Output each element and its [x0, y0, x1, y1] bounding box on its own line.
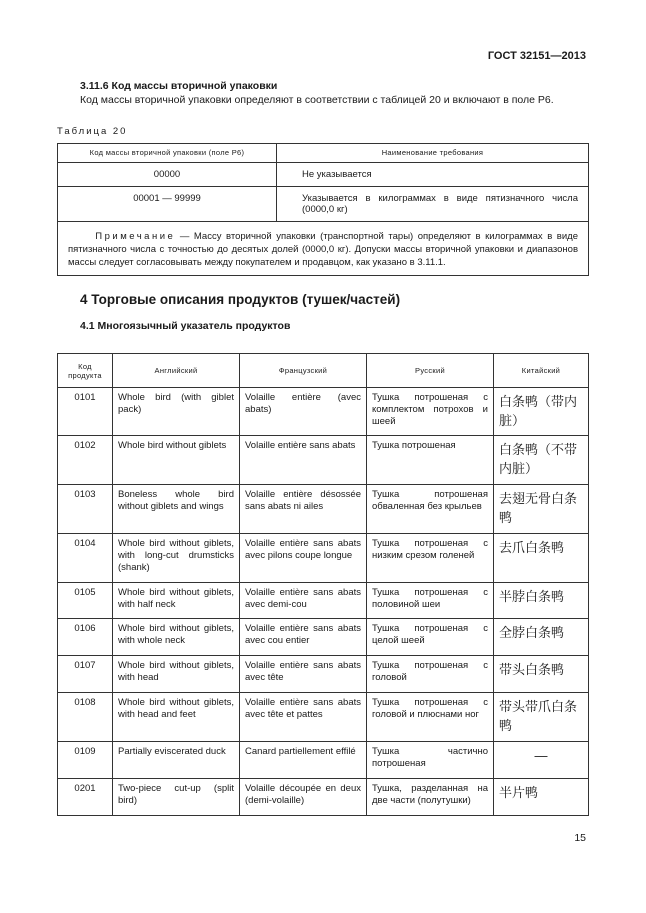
product-french: Volaille entière sans abats avec tête	[240, 656, 367, 693]
product-russian: Тушка, разделанная на две части (полутушки)	[367, 779, 494, 816]
product-russian: Тушка потрошеная	[367, 436, 494, 485]
table-note-row	[58, 222, 589, 276]
product-english: Whole bird (with giblet pack)	[113, 388, 240, 436]
header-french: Французский	[240, 354, 367, 388]
product-english: Whole bird without giblets, with half neck	[113, 583, 240, 619]
product-russian: Тушка потрошеная с низким срезом голеней	[367, 534, 494, 583]
table-row	[58, 583, 589, 619]
product-chinese: 半脖白条鸭	[494, 583, 589, 619]
table-cell: 00001 — 99999	[58, 187, 277, 222]
product-russian: Тушка частично потрошеная	[367, 742, 494, 779]
product-french: Volaille entière sans abats avec pilons coupe longue	[240, 534, 367, 583]
product-french: Volaille entière (avec abats)	[240, 388, 367, 436]
product-french: Volaille entière désossée sans abats ni ailes	[240, 485, 367, 534]
section-4-1-title: 4.1 Многоязычный указатель продуктов	[80, 320, 291, 332]
product-chinese: 白条鸭（带内脏）	[494, 388, 589, 436]
section-title: 3.11.6 Код массы вторичной упаковки	[80, 80, 278, 92]
table-cell: Не указывается	[277, 163, 589, 187]
product-chinese: 去爪白条鸭	[494, 534, 589, 583]
table-row	[58, 485, 589, 534]
table-note	[58, 222, 589, 276]
table-cell: Указывается в килограммах в виде пятизначного числа (0000,0 кг)	[277, 187, 589, 222]
table-header-code: Код массы вторичной упаковки (поле Р6)	[58, 144, 277, 163]
standard-header: ГОСТ 32151—2013	[487, 50, 586, 62]
product-chinese: 去翅无骨白条鸭	[494, 485, 589, 534]
section-4-title: 4 Торговые описания продуктов (тушек/частей)	[80, 292, 401, 307]
table-20	[57, 143, 589, 276]
product-russian: Тушка потрошеная с головой и плюснами ног	[367, 693, 494, 742]
header-chinese: Китайский	[494, 354, 589, 388]
table-row	[58, 163, 589, 187]
product-code: 0106	[58, 619, 113, 656]
product-chinese: 全脖白条鸭	[494, 619, 589, 656]
header-english: Английский	[113, 354, 240, 388]
product-french: Volaille entière sans abats	[240, 436, 367, 485]
table-row	[58, 779, 589, 816]
product-english: Whole bird without giblets, with head	[113, 656, 240, 693]
table-caption: Таблица 20	[57, 126, 128, 137]
page-number: 15	[574, 832, 586, 844]
product-french: Volaille entière sans abats avec demi-cou	[240, 583, 367, 619]
table-row	[58, 388, 589, 436]
product-code: 0105	[58, 583, 113, 619]
product-english: Whole bird without giblets, with head and feet	[113, 693, 240, 742]
product-english: Whole bird without giblets, with long-cut drumsticks (shank)	[113, 534, 240, 583]
section-text: Код массы вторичной упаковки определяют в соответствии с таблицей 20 и включают в поле Р6.	[80, 94, 554, 106]
product-french: Volaille entière sans abats avec tête et pattes	[240, 693, 367, 742]
product-french: Canard partiellement effilé	[240, 742, 367, 779]
header-russian: Русский	[367, 354, 494, 388]
product-code: 0102	[58, 436, 113, 485]
product-chinese: —	[494, 742, 589, 779]
note-text: — Массу вторичной упаковки (транспортной тары) определяют в килограммах в виде пятизначного числа с точностью до десятых долей (0000,0 кг). Допуски массы вторичной упаковки и диапазонов массы следует согласовывать между покупателем и продавцом, как указано в 3.11.1.	[68, 231, 578, 268]
product-english: Whole bird without giblets	[113, 436, 240, 485]
product-code: 0103	[58, 485, 113, 534]
note-label: Примечание	[95, 231, 176, 242]
product-code: 0104	[58, 534, 113, 583]
product-russian: Тушка потрошеная обваленная без крыльев	[367, 485, 494, 534]
product-russian: Тушка потрошеная с комплектом потрохов и шеей	[367, 388, 494, 436]
table-row	[58, 742, 589, 779]
product-code: 0201	[58, 779, 113, 816]
table-row	[58, 187, 589, 222]
product-french: Volaille découpée en deux (demi-volaille)	[240, 779, 367, 816]
products-table	[57, 353, 589, 816]
table-row	[58, 534, 589, 583]
product-english: Boneless whole bird without giblets and wings	[113, 485, 240, 534]
header-code: Код продукта	[58, 354, 113, 388]
product-chinese: 白条鸭（不带内脏）	[494, 436, 589, 485]
product-code: 0108	[58, 693, 113, 742]
table-cell: 00000	[58, 163, 277, 187]
product-english: Whole bird without giblets, with whole neck	[113, 619, 240, 656]
table-row	[58, 693, 589, 742]
table-header-requirement: Наименование требования	[277, 144, 589, 163]
product-russian: Тушка потрошеная с головой	[367, 656, 494, 693]
table-row	[58, 436, 589, 485]
product-code: 0107	[58, 656, 113, 693]
product-french: Volaille entière sans abats avec cou entier	[240, 619, 367, 656]
product-chinese: 带头白条鸭	[494, 656, 589, 693]
product-chinese: 带头带爪白条鸭	[494, 693, 589, 742]
product-chinese: 半片鸭	[494, 779, 589, 816]
product-russian: Тушка потрошеная с половиной шеи	[367, 583, 494, 619]
table-row	[58, 656, 589, 693]
product-russian: Тушка потрошеная с целой шеей	[367, 619, 494, 656]
product-code: 0101	[58, 388, 113, 436]
product-english: Partially eviscerated duck	[113, 742, 240, 779]
product-code: 0109	[58, 742, 113, 779]
product-english: Two-piece cut-up (split bird)	[113, 779, 240, 816]
table-row	[58, 619, 589, 656]
